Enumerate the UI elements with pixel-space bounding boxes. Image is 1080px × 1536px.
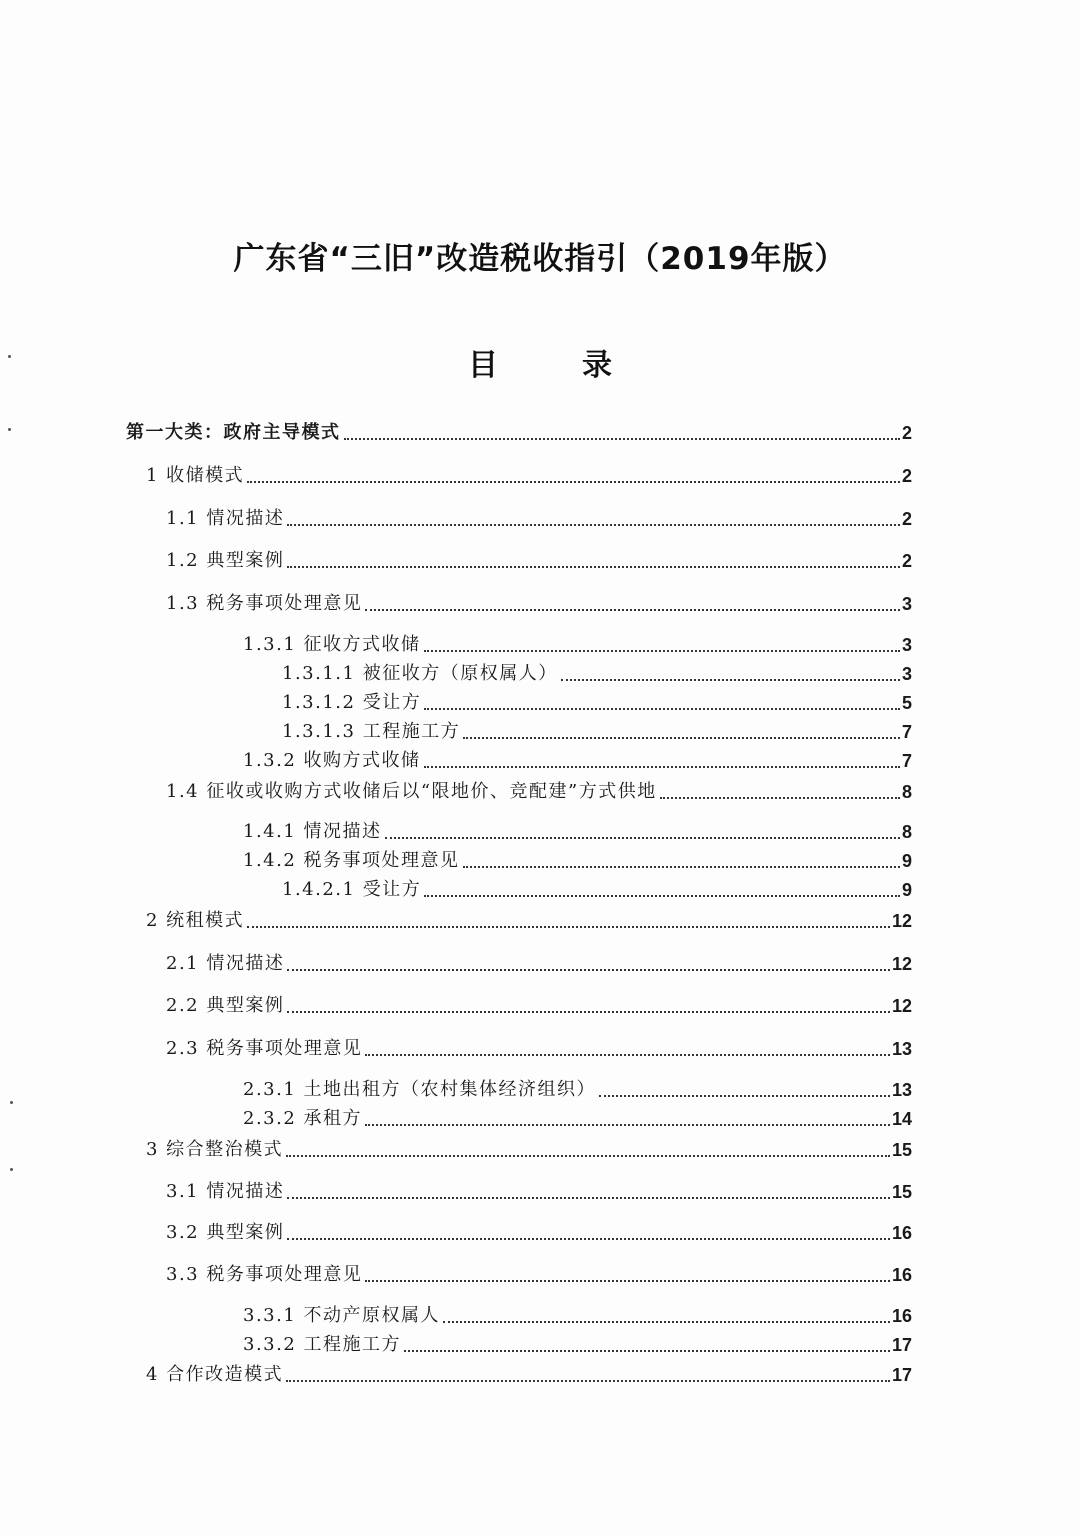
toc-entry-label: 1.3.1 征收方式收储	[243, 634, 421, 655]
toc-entry-label: 4 合作改造模式	[146, 1364, 284, 1385]
toc-entry-page: 14	[891, 1109, 912, 1129]
toc-entry-page: 12	[891, 954, 912, 974]
toc-leader	[463, 865, 900, 868]
toc-leader	[286, 1379, 890, 1382]
toc-entry-label: 1.3.1.3 工程施工方	[282, 721, 461, 742]
toc-entry[interactable]	[243, 1303, 912, 1329]
toc-leader	[287, 565, 900, 568]
toc-entry[interactable]	[243, 632, 912, 658]
toc-entry-label: 1.4 征收或收购方式收储后以“限地价、竞配建”方式供地	[166, 781, 657, 802]
toc-entry-label: 3.3.1 不动产原权属人	[243, 1305, 441, 1326]
toc-entry[interactable]	[282, 877, 912, 903]
toc-entry-page: 2	[901, 466, 912, 486]
toc-entry[interactable]	[243, 819, 912, 845]
toc-entry[interactable]	[166, 1036, 912, 1062]
toc-entry[interactable]	[166, 951, 912, 977]
toc-entry-page: 15	[891, 1140, 912, 1160]
toc-entry-page: 12	[891, 996, 912, 1016]
scan-speck	[8, 355, 11, 358]
toc-entry-label: 2.3.1 土地出租方（农村集体经济组织）	[243, 1079, 597, 1100]
toc-entry-page: 13	[891, 1080, 912, 1100]
toc-entry-page: 17	[891, 1335, 912, 1355]
toc-entry-label: 2.3.2 承租方	[243, 1108, 363, 1129]
toc-entry-page: 8	[901, 782, 912, 802]
toc-entry-label: 3.1 情况描述	[166, 1181, 285, 1202]
toc-leader	[287, 1196, 890, 1199]
scan-speck	[10, 1101, 13, 1104]
toc-entry-page: 3	[901, 635, 912, 655]
toc-entry-page: 7	[901, 722, 912, 742]
toc-leader	[344, 437, 900, 440]
toc-entry-page: 3	[901, 594, 912, 614]
toc-entry[interactable]	[282, 661, 912, 687]
scan-speck	[10, 1168, 13, 1171]
toc-entry-page: 16	[891, 1265, 912, 1285]
toc-leader	[287, 968, 890, 971]
toc-leader	[247, 480, 900, 483]
toc-entry-page: 5	[901, 693, 912, 713]
toc-entry-label: 1 收储模式	[146, 465, 245, 486]
toc-entry-page: 2	[901, 423, 912, 443]
toc-entry-page: 16	[891, 1306, 912, 1326]
toc-entry[interactable]	[166, 993, 912, 1019]
toc-entry-label: 3 综合整治模式	[146, 1139, 284, 1160]
toc-entry[interactable]	[166, 1262, 912, 1288]
toc-leader	[287, 1010, 890, 1013]
toc-entry[interactable]	[166, 1179, 912, 1205]
toc-entry-label: 1.4.2 税务事项处理意见	[243, 850, 460, 871]
toc-leader	[365, 608, 900, 611]
toc-entry-page: 7	[901, 751, 912, 771]
toc-entry[interactable]	[146, 908, 912, 934]
toc-leader	[424, 707, 900, 710]
toc-entry-label: 2.1 情况描述	[166, 953, 285, 974]
toc-entry-label: 1.3.1.2 受让方	[282, 692, 422, 713]
toc-leader	[365, 1053, 890, 1056]
toc-entry-page: 16	[891, 1223, 912, 1243]
toc-entry-page: 8	[901, 822, 912, 842]
toc-entry-label: 1.3.2 收购方式收储	[243, 750, 421, 771]
toc-entry[interactable]	[243, 748, 912, 774]
toc-entry-label: 3.2 典型案例	[166, 1222, 285, 1243]
toc-leader	[404, 1349, 890, 1352]
toc-leader	[287, 1237, 890, 1240]
scan-speck	[8, 428, 11, 431]
toc-entry[interactable]	[166, 591, 912, 617]
toc-entry[interactable]	[243, 848, 912, 874]
toc-entry-label: 2.2 典型案例	[166, 995, 285, 1016]
toc-entry[interactable]	[243, 1077, 912, 1103]
toc-entry-page: 12	[891, 911, 912, 931]
toc-entry-label: 1.3 税务事项处理意见	[166, 593, 363, 614]
toc-leader	[247, 925, 890, 928]
toc-entry-label: 3.3.2 工程施工方	[243, 1334, 402, 1355]
toc-leader	[424, 894, 900, 897]
toc-entry-label: 2.3 税务事项处理意见	[166, 1038, 363, 1059]
toc-entry[interactable]	[166, 779, 912, 805]
toc-entry-label: 3.3 税务事项处理意见	[166, 1264, 363, 1285]
toc-entry-page: 9	[901, 880, 912, 900]
toc-leader	[365, 1123, 890, 1126]
toc-leader	[385, 836, 900, 839]
toc-entry-page: 17	[891, 1365, 912, 1385]
toc-entry[interactable]	[166, 548, 912, 574]
toc-entry[interactable]	[146, 463, 912, 489]
toc-entry[interactable]	[282, 719, 912, 745]
toc-entry[interactable]	[146, 1362, 912, 1388]
toc-entry-label: 1.4.1 情况描述	[243, 821, 382, 842]
toc-entry-page: 2	[901, 509, 912, 529]
toc-heading-char-2: 录	[582, 348, 612, 383]
toc-leader	[561, 678, 900, 681]
toc-leader	[424, 649, 900, 652]
document-title: 广东省“三旧”改造税收指引（2019年版）	[233, 241, 847, 277]
toc-entry-label: 1.4.2.1 受让方	[282, 879, 422, 900]
toc-leader	[287, 523, 900, 526]
toc-entry[interactable]	[166, 1220, 912, 1246]
toc-entry-label: 1.3.1.1 被征收方（原权属人）	[282, 663, 558, 684]
toc-leader	[365, 1279, 890, 1282]
toc-entry-page: 3	[901, 664, 912, 684]
toc-entry-label: 第一大类：政府主导模式	[126, 422, 341, 443]
toc-entry-page: 2	[901, 551, 912, 571]
toc-leader	[463, 736, 900, 739]
toc-entry-label: 2 统租模式	[146, 910, 245, 931]
toc-entry[interactable]	[166, 506, 912, 532]
toc-entry[interactable]	[146, 1137, 912, 1163]
toc-entry[interactable]	[282, 690, 912, 716]
toc-entry-label: 1.1 情况描述	[166, 508, 285, 529]
toc-leader	[443, 1320, 890, 1323]
toc-entry-page: 13	[891, 1039, 912, 1059]
toc-entry[interactable]	[243, 1332, 912, 1358]
toc-leader	[599, 1094, 890, 1097]
toc-leader	[424, 765, 900, 768]
toc-leader	[286, 1154, 890, 1157]
toc-leader	[660, 796, 900, 799]
toc-entry-label: 1.2 典型案例	[166, 550, 285, 571]
toc-entry-page: 15	[891, 1182, 912, 1202]
toc-heading-char-1: 目	[468, 348, 498, 383]
toc-entry-page: 9	[901, 851, 912, 871]
toc-entry[interactable]	[243, 1106, 912, 1132]
toc-entry[interactable]	[126, 420, 912, 446]
